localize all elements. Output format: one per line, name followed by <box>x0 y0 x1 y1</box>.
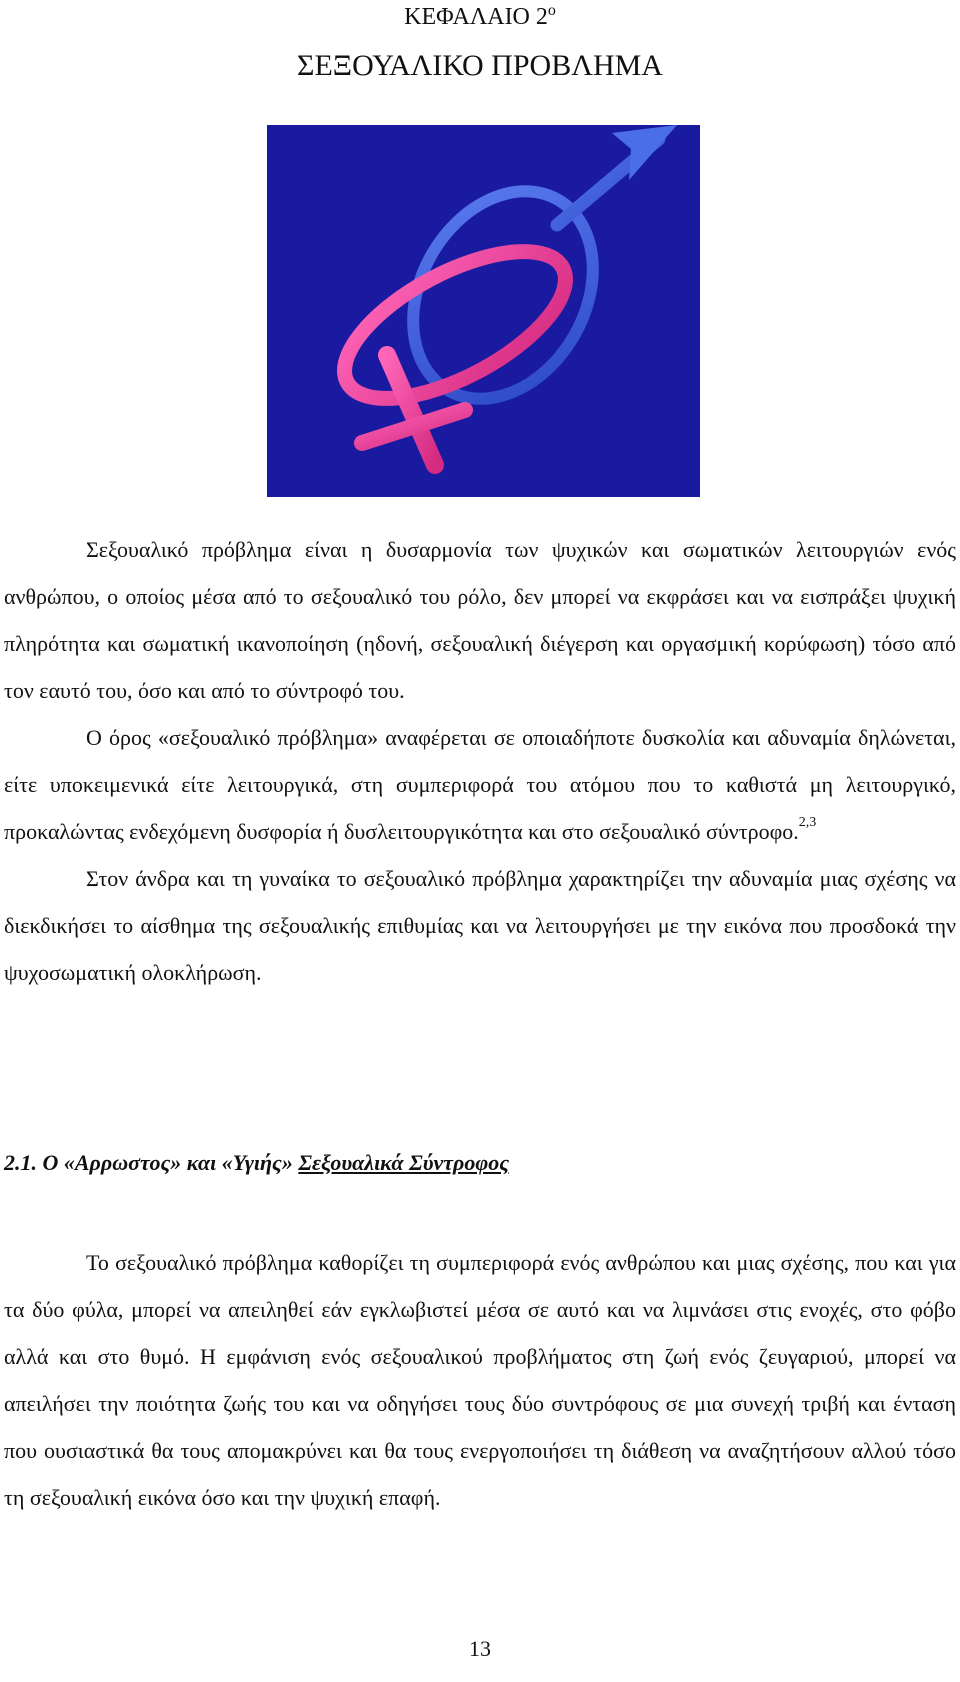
page-number: 13 <box>469 1636 491 1661</box>
section-text <box>4 1239 956 1521</box>
intro-text <box>4 526 956 996</box>
paragraph-text: Το σεξουαλικό πρόβλημα καθορίζει τη συμπεριφορά ενός ανθρώπου και μιας σχέσης, που και για τα δύο φύλα, μπορεί να απειληθεί εάν εγκλωβιστεί μέσα σε αυτό και να λιμνάσει στις ενοχές, στο φόβο αλλά και στο θυμό. Η εμφάνιση ενός σεξουαλικού προβλήματος στη ζωή ενός ζευγαριού, μπορεί να απειλήσει την ποιότητα ζωής του και να οδηγήσει τους δύο συντρόφους σε μια συνεχή τριβή και ένταση που ουσιαστικά θα τους απομακρύνει και θα τους ενεργοποιήσει τη διάθεση να αναζητήσουν αλλού τόσο τη σεξουαλική εικόνα όσο και την ψυχική επαφή. <box>4 1250 956 1510</box>
section-title-plain: Ο «Αρρωστος» και «Υγιής» <box>42 1150 293 1175</box>
gender-symbols-figure <box>267 125 700 497</box>
section-heading <box>4 1143 509 1183</box>
chapter-label-text: ΚΕΦΑΛΑΙΟ 2 <box>404 4 548 30</box>
paragraph-text: Σεξουαλικό πρόβλημα είναι η δυσαρμονία των ψυχικών και σωματικών λειτουργιών ενός ανθρώπου, ο οποίος μέσα από το σεξουαλικό του ρόλο, δεν μπορεί να εκφράσει και να εισπράξει ψυχική πληρότητα και σωματική ικανοποίηση (ηδονή, σεξουαλική διέγερση και οργασμική κορύφωση) τόσο από τον εαυτό του, όσο και από το σύντροφό του. <box>4 537 956 703</box>
paragraph <box>4 714 956 855</box>
chapter-label-superscript: ο <box>547 2 556 19</box>
paragraph <box>4 526 956 714</box>
section-number: 2.1. <box>4 1150 37 1175</box>
chapter-title: ΣΕΞΟΥΑΛΙΚΟ ΠΡΟΒΛΗΜΑ <box>297 49 663 82</box>
male-female-symbols-icon <box>267 125 700 497</box>
citation: 2,3 <box>798 815 817 830</box>
chapter-label <box>0 2 960 32</box>
section-title-underlined: Σεξουαλικά Σύντροφος <box>298 1150 510 1175</box>
female-symbol <box>323 222 587 465</box>
paragraph <box>4 855 956 996</box>
paragraph-text: Στον άνδρα και τη γυναίκα το σεξουαλικό πρόβλημα χαρακτηρίζει την αδυναμία μιας σχέσης να διεκδικήσει το αίσθημα της σεξουαλικής επιθυμίας και να λειτουργήσει με την εικόνα που προσδοκά την ψυχοσωματική ολοκλήρωση. <box>4 866 956 985</box>
paragraph-text: Ο όρος «σεξουαλικό πρόβλημα» αναφέρεται σε οποιαδήποτε δυσκολία και αδυναμία δηλώνεται, είτε υποκειμενικά είτε λειτουργικά, στη συμπεριφορά του ατόμου που το καθιστά μη λειτουργικό, προκαλώντας ενδεχόμενη δυσφορία ή δυσλειτουργικότητα και στο σεξουαλικό σύντροφο. <box>4 725 956 844</box>
paragraph <box>4 1239 956 1521</box>
